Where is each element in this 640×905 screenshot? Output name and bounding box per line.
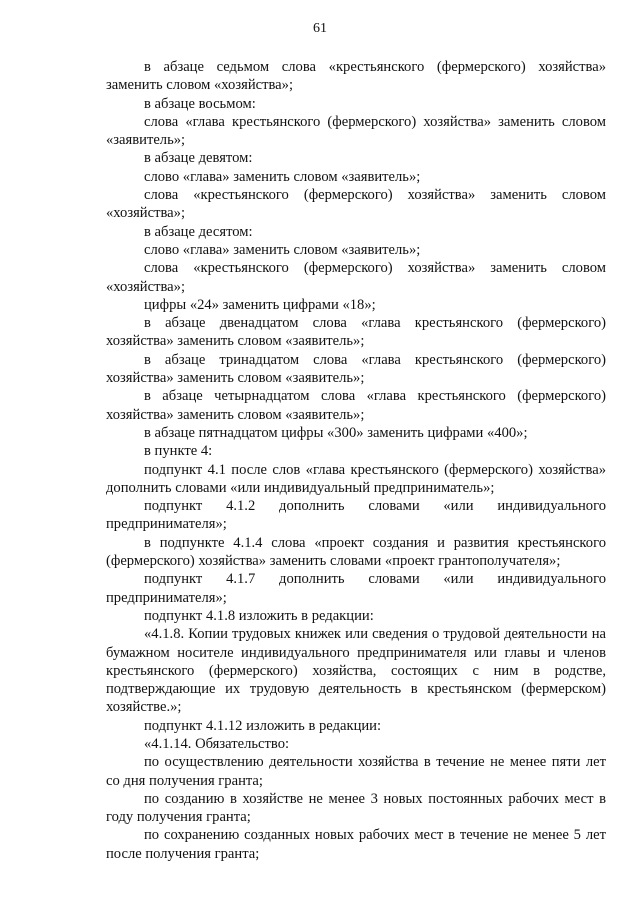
paragraph: подпункт 4.1.8 изложить в редакции:: [144, 607, 374, 624]
paragraph: слово «глава» заменить словом «заявитель»;: [144, 168, 421, 185]
document-body: [106, 58, 606, 863]
paragraph: в абзаце четырнадцатом слова «глава крестьянского (фермерского) хозяйства» заменить словом «заявитель»;: [106, 388, 606, 423]
paragraph: в абзаце девятом:: [144, 150, 253, 167]
paragraph: цифры «24» заменить цифрами «18»;: [144, 296, 376, 313]
paragraph: по сохранению созданных новых рабочих мест в течение не менее 5 лет после получения гранта;: [106, 827, 606, 862]
paragraph: в абзаце восьмом:: [144, 95, 256, 112]
paragraph: в абзаце седьмом слова «крестьянского (фермерского) хозяйства» заменить словом «хозяйства»;: [106, 59, 606, 94]
paragraph: в абзаце пятнадцатом цифры «300» заменить цифрами «400»;: [144, 424, 528, 441]
paragraph: в подпункте 4.1.4 слова «проект создания и развития крестьянского (фермерского) хозяйства» заменить словами «проект грантополучателя»;: [106, 534, 606, 570]
paragraph: слово «глава» заменить словом «заявитель»;: [144, 241, 421, 258]
paragraph: по осуществлению деятельности хозяйства в течение не менее пяти лет со дня получения гранта;: [106, 754, 606, 789]
paragraph: в абзаце двенадцатом слова «глава крестьянского (фермерского) хозяйства» заменить словом «заявитель»;: [106, 315, 606, 350]
paragraph: слова «глава крестьянского (фермерского) хозяйства» заменить словом «заявитель»;: [106, 113, 606, 149]
paragraph: подпункт 4.1.7 дополнить словами «или индивидуального предпринимателя»;: [106, 571, 606, 606]
paragraph: подпункт 4.1 после слов «глава крестьянского (фермерского) хозяйства» дополнить словами «или индивидуальный предприниматель»;: [106, 461, 606, 496]
page-number: 61: [313, 21, 327, 36]
paragraph: слова «крестьянского (фермерского) хозяйства» заменить словом «хозяйства»;: [106, 260, 606, 295]
paragraph: «4.1.8. Копии трудовых книжек или сведения о трудовой деятельности на бумажном носителе индивидуального предпринимателя или главы и членов крестьянского (фермерского) хозяйства, состоящих с ним в родстве, подтверждающие их трудовую деятельность в крестьянском (фермерском) хозяйстве.»;: [106, 626, 606, 716]
paragraph: подпункт 4.1.12 изложить в редакции:: [144, 717, 382, 734]
paragraph: по созданию в хозяйстве не менее 3 новых постоянных рабочих мест в году получения гранта;: [106, 790, 606, 826]
paragraph: в абзаце тринадцатом слова «глава крестьянского (фермерского) хозяйства» заменить словом «заявитель»;: [106, 351, 606, 387]
paragraph: в абзаце десятом:: [144, 223, 253, 240]
paragraph: подпункт 4.1.2 дополнить словами «или индивидуального предпринимателя»;: [106, 498, 606, 533]
paragraph: слова «крестьянского (фермерского) хозяйства» заменить словом «хозяйства»;: [106, 187, 606, 222]
paragraph: в пункте 4:: [144, 443, 213, 460]
paragraph: «4.1.14. Обязательство:: [144, 735, 290, 752]
